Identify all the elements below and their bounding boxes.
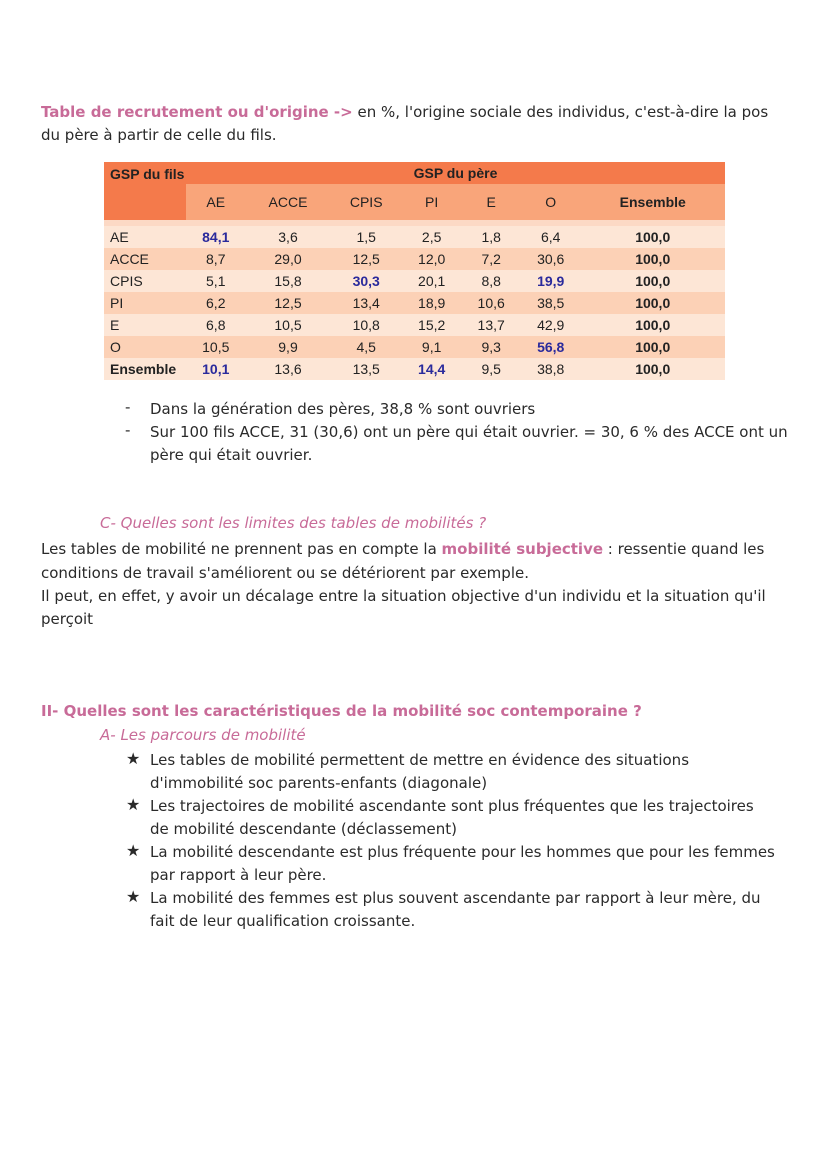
table-cell: 3,6 [246,226,331,248]
table-cell: 13,5 [331,358,402,380]
table-cell: 30,6 [521,248,581,270]
intro-title: Table de recrutement ou d'origine -> [41,103,353,121]
column-header: Ensemble [580,184,725,220]
row-label: Ensemble [104,358,186,380]
intro-text: en %, l'origine sociale des individus, c'est-à-dire la pos [352,103,769,121]
recruitment-table [104,162,725,377]
star-bullet-icon: ★ [126,749,141,768]
table-cell: 100,0 [580,314,725,336]
column-header: PI [402,184,462,220]
table-cell: 100,0 [580,248,725,270]
table-cell: 84,1 [186,226,246,248]
table-cell: 10,1 [186,358,246,380]
bullet-1-line-2: d'immobilité soc parents-enfants (diagonale) [150,774,488,792]
table-cell: 2,5 [402,226,462,248]
row-label: ACCE [104,248,186,270]
bullet-2-line-2: de mobilité descendante (déclassement) [150,820,458,838]
table-cell: 10,8 [331,314,402,336]
table-cell: 7,2 [461,248,521,270]
column-header: O [521,184,581,220]
table-row [104,292,725,314]
table-cell: 4,5 [331,336,402,358]
table-cell: 30,3 [331,270,402,292]
row-label: AE [104,226,186,248]
p1-before: Les tables de mobilité ne prennent pas en compte la [41,540,442,558]
bullet-4-line-2: fait de leur qualification croissante. [150,912,416,930]
table-row [104,226,725,248]
table-cell: 13,4 [331,292,402,314]
table-cell: 12,5 [246,292,331,314]
table-cell: 8,8 [461,270,521,292]
table-row [104,248,725,270]
table-cell: 5,1 [186,270,246,292]
table-cell: 6,8 [186,314,246,336]
table-row [104,336,725,358]
table-cell: 10,5 [246,314,331,336]
group-header: GSP du père [186,162,725,184]
row-label: E [104,314,186,336]
table-cell: 38,8 [521,358,581,380]
table-cell: 15,8 [246,270,331,292]
table-cell: 14,4 [402,358,462,380]
bullet-2-line-1: Les trajectoires de mobilité ascendante sont plus fréquentes que les trajectoires [150,797,754,815]
table-cell: 1,5 [331,226,402,248]
table-cell: 100,0 [580,358,725,380]
intro-line-1 [41,101,788,124]
table-cell: 12,5 [331,248,402,270]
note-2-line-2: père qui était ouvrier. [150,446,313,464]
table-cell: 13,6 [246,358,331,380]
table-cell: 1,8 [461,226,521,248]
dash-bullet: - [125,398,131,416]
corner-header: GSP du fils [104,162,186,220]
table-cell: 100,0 [580,336,725,358]
table-cell: 9,5 [461,358,521,380]
section-c-p2-line-2: perçoit [41,610,94,628]
table-cell: 12,0 [402,248,462,270]
table-cell: 8,7 [186,248,246,270]
section-c-heading: C- Quelles sont les limites des tables de mobilités ? [100,514,487,532]
bullet-4-line-1: La mobilité des femmes est plus souvent ascendante par rapport à leur mère, du [150,889,761,907]
table-cell: 38,5 [521,292,581,314]
star-bullet-icon: ★ [126,795,141,814]
table-row [104,358,725,380]
table-cell: 20,1 [402,270,462,292]
note-1: Dans la génération des pères, 38,8 % sont ouvriers [150,400,536,418]
bullet-1-line-1: Les tables de mobilité permettent de mettre en évidence des situations [150,751,690,769]
table-cell: 9,9 [246,336,331,358]
table-cell: 29,0 [246,248,331,270]
row-label: O [104,336,186,358]
row-label: CPIS [104,270,186,292]
table-cell: 6,4 [521,226,581,248]
section-ii-subheading: A- Les parcours de mobilité [100,726,306,744]
table-cell: 19,9 [521,270,581,292]
row-label: PI [104,292,186,314]
table-cell: 9,3 [461,336,521,358]
table-cell: 100,0 [580,270,725,292]
table-cell: 100,0 [580,292,725,314]
column-header: AE [186,184,246,220]
mobilite-subjective-term: mobilité subjective [441,540,604,558]
section-c-p1-line-2: conditions de travail s'améliorent ou se détériorent par exemple. [41,564,529,582]
table-cell: 13,7 [461,314,521,336]
section-ii-heading: II- Quelles sont les caractéristiques de la mobilité soc contemporaine ? [41,702,642,720]
table-cell: 6,2 [186,292,246,314]
section-c-p1-line-1 [41,538,788,561]
table-cell: 9,1 [402,336,462,358]
table-cell: 10,6 [461,292,521,314]
table-row [104,314,725,336]
table-cell: 100,0 [580,226,725,248]
table-cell: 56,8 [521,336,581,358]
intro-line-2: du père à partir de celle du fils. [41,126,277,144]
column-header: CPIS [331,184,402,220]
star-bullet-icon: ★ [126,887,141,906]
table-cell: 42,9 [521,314,581,336]
bullet-3-line-2: par rapport à leur père. [150,866,327,884]
table-row [104,270,725,292]
table-cell: 15,2 [402,314,462,336]
bullet-3-line-1: La mobilité descendante est plus fréquente pour les hommes que pour les femmes [150,843,775,861]
star-bullet-icon: ★ [126,841,141,860]
section-c-p2-line-1: Il peut, en effet, y avoir un décalage entre la situation objective d'un individu et la situation qu'il [41,587,766,605]
column-header: E [461,184,521,220]
column-header: ACCE [246,184,331,220]
table-cell: 18,9 [402,292,462,314]
p1-after: : ressentie quand les [603,540,765,558]
table-cell: 10,5 [186,336,246,358]
dash-bullet: - [125,421,131,439]
note-2-line-1: Sur 100 fils ACCE, 31 (30,6) ont un père qui était ouvrier. = 30, 6 % des ACCE ont un [150,423,788,441]
